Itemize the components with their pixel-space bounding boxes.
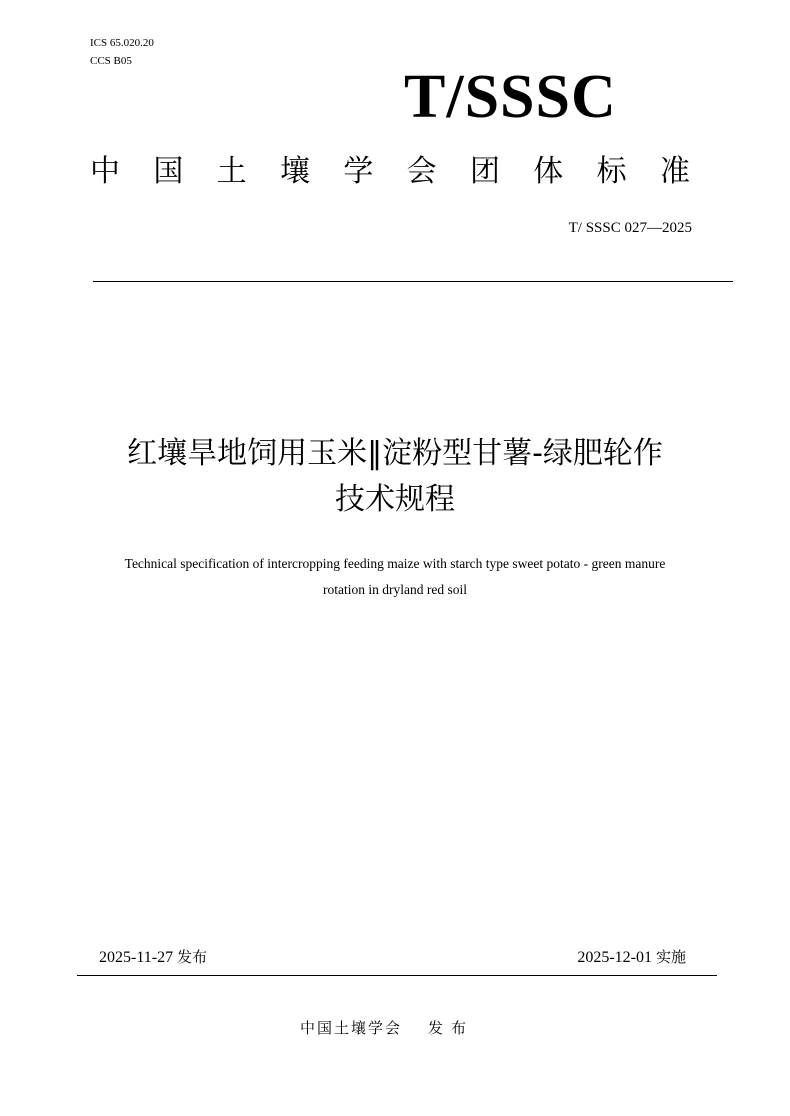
ccs-code: CCS B05: [90, 55, 132, 67]
header-divider: [93, 281, 733, 282]
publish-date: 2025-11-27: [99, 949, 174, 966]
standard-type-char: 标: [596, 154, 627, 189]
implement-date-block: [577, 946, 686, 969]
standard-number: T/ SSSC 027—2025: [568, 220, 692, 236]
standard-type-heading: [90, 152, 690, 192]
issuer-organization: 中国土壤学会: [300, 1019, 403, 1037]
title-chinese-line-1: 红壤旱地饲用玉米‖淀粉型甘薯-绿肥轮作: [127, 436, 663, 471]
implement-date: 2025-12-01: [577, 949, 652, 966]
standard-type-char: 中: [90, 154, 120, 189]
standard-type-char: 准: [659, 154, 690, 189]
standard-type-char: 壤: [279, 154, 310, 189]
ics-code: ICS 65.020.20: [90, 37, 154, 49]
publish-label: 发布: [177, 948, 208, 966]
title-english-line-2: rotation in dryland red soil: [323, 582, 467, 597]
implement-label: 实施: [655, 948, 686, 966]
standard-type-char: 团: [469, 154, 500, 189]
title-english-line-1: Technical specification of intercropping feeding maize with starch type sweet potato - green manure: [124, 556, 666, 571]
standard-type-char: 体: [533, 154, 564, 189]
footer-divider: [77, 975, 717, 976]
standard-type-char: 会: [406, 154, 437, 189]
title-chinese-line-2: 技术规程: [335, 482, 455, 517]
standard-type-char: 学: [343, 154, 374, 189]
issuer-action: 发布: [428, 1019, 475, 1037]
publish-date-block: [99, 946, 207, 969]
standard-type-char: 国: [153, 154, 184, 189]
standard-type-char: 土: [216, 154, 247, 189]
standard-logo: T/SSSC: [404, 63, 617, 131]
issuer-line: [300, 1017, 474, 1039]
